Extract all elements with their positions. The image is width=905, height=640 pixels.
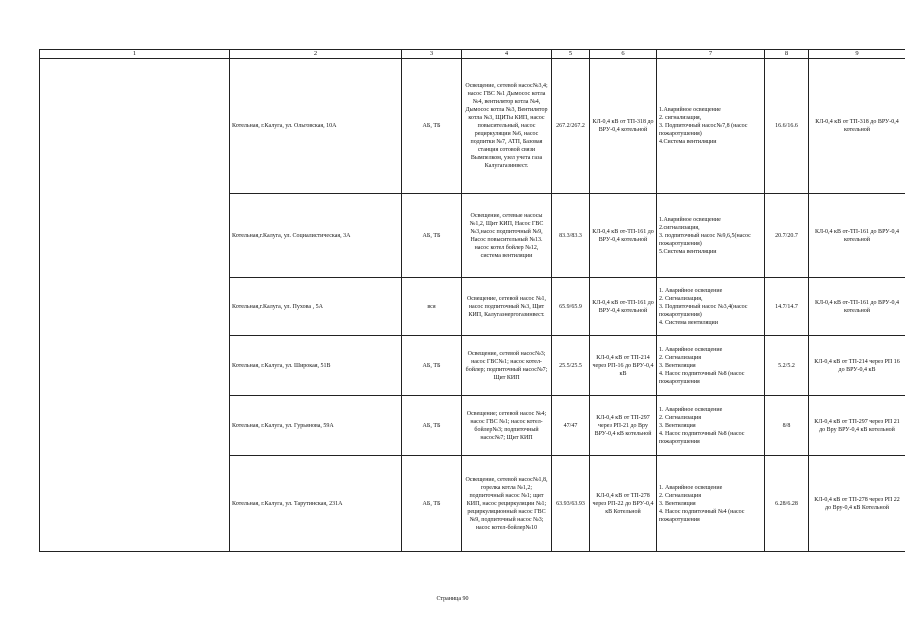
source-cell: КЛ-0,4 кВ от-ТП-161 до ВРУ-0,4 котельной	[590, 194, 657, 278]
category-cell: АБ, ТБ	[402, 194, 462, 278]
emergency-cell	[657, 194, 765, 278]
header-cell: 1	[40, 50, 230, 59]
source-cell: КЛ-0,4 кВ от-ТП-161 до ВРУ-0,4 котельной	[590, 278, 657, 336]
reserve-cell: 16.6/16.6	[765, 59, 809, 194]
reserve-cell: 5.2/5.2	[765, 336, 809, 396]
page-number: Страница 90	[436, 596, 469, 602]
category-cell: АБ, ТБ	[402, 456, 462, 552]
emergency-cell	[657, 278, 765, 336]
consumers-cell: Освещение, сетевые насосы №1,2, Щит КИП, Насос ГВС №3,насос подпиточный №9, Насос повысительный №13. насос котел бойлер №12, система вентиляции	[462, 194, 552, 278]
link-cell: КЛ-0,4 кВ от ТП-278 через РП 22 до Вру-0,4 кВ Котельной	[809, 456, 905, 552]
power-cell: 65.9/65.9	[552, 278, 590, 336]
list-item: 4. Насос подпиточный №4 (насос	[659, 508, 745, 515]
object-cell: Котельная,г.Калуга, ул. Пухова , 5А	[230, 278, 402, 336]
list-item: 2. Сигнализация	[659, 414, 702, 421]
object-cell: Котельная, г.Калуга, ул. Тарутинская, 231А	[230, 456, 402, 552]
emergency-cell	[657, 456, 765, 552]
link-cell: КЛ-0,4 кВ от-ТП-161 до ВРУ-0,4 котельной	[809, 278, 905, 336]
list-item: 2. Сигнализация	[659, 354, 702, 361]
list-item: 4. Система вентиляции	[659, 319, 718, 326]
header-cell: 8	[765, 50, 809, 59]
list-item: 5.Система вентиляции	[659, 248, 717, 255]
list-item: 3. Вентиляция	[659, 500, 696, 507]
table-row	[40, 59, 905, 194]
list-item: 1. Аварийное освещение	[659, 484, 723, 491]
emergency-cell	[657, 336, 765, 396]
header-cell: 6	[590, 50, 657, 59]
source-cell: КЛ-0,4 кВ от ТП-318 до ВРУ-0,4 котельной	[590, 59, 657, 194]
data-table	[39, 49, 905, 552]
list-item: 3. подпиточный насос №9,6,5(насос	[659, 232, 751, 239]
header-cell: 7	[657, 50, 765, 59]
object-cell: Котельная, г.Калуга, ул. Ольговская, 10А	[230, 59, 402, 194]
link-cell: КЛ-0,4 кВ от ТП-318 до ВРУ-0,4 котельной	[809, 59, 905, 194]
consumers-cell: Освещение; сетевой насос №4; насос ГВС №1; насос котел-бойлер№3; подпиточный насос№7; Щит КИП	[462, 396, 552, 456]
reserve-cell: 6.28/6.28	[765, 456, 809, 552]
power-cell: 267.2/267.2	[552, 59, 590, 194]
object-cell: Котельная, г.Калуга, ул. Гурьянова, 59А	[230, 396, 402, 456]
power-cell: 47/47	[552, 396, 590, 456]
category-cell: АБ, ТБ	[402, 59, 462, 194]
reserve-cell: 14.7/14.7	[765, 278, 809, 336]
header-cell: 3	[402, 50, 462, 59]
category-cell: АБ, ТБ	[402, 336, 462, 396]
link-cell: КЛ-0,4 кВ от-ТП-161 до ВРУ-0,4 котельной	[809, 194, 905, 278]
category-cell: АБ, ТБ	[402, 396, 462, 456]
list-item: 1. Аварийное освещение	[659, 287, 723, 294]
list-item: 3. Подпиточный насос №3,4(насос	[659, 303, 748, 310]
header-row	[40, 50, 905, 59]
list-item: пожаротушения)	[659, 311, 702, 318]
consumers-cell: Освещение, сетевой насос №1, насос подпиточный №3, Щит КИП, Калугаэнергогазинвест.	[462, 278, 552, 336]
source-cell: КЛ-0,4 кВ от ТП-297 через РП-21 до Вру ВРУ-0,4 кВ котельной	[590, 396, 657, 456]
list-item: 2. Сигнализация	[659, 492, 702, 499]
consumers-cell: Освещение, сетевой насос№3; насос ГВС№1; насос котел-бойлер; подпиточный насос№7; Щит КИП	[462, 336, 552, 396]
list-item: 2. Сигнализация,	[659, 295, 703, 302]
reserve-cell: 8/8	[765, 396, 809, 456]
emergency-cell	[657, 396, 765, 456]
list-item: пожаротушения	[659, 516, 700, 523]
header-cell: 4	[462, 50, 552, 59]
power-cell: 83.3/83.3	[552, 194, 590, 278]
list-item: 4.Система вентиляции	[659, 139, 717, 145]
category-cell: вся	[402, 278, 462, 336]
list-item: 2.сигнализация,	[659, 224, 700, 231]
list-item: пожаротушения	[659, 438, 700, 445]
power-cell: 63.93/63.93	[552, 456, 590, 552]
list-item: 1.Аварийное освещение	[659, 216, 721, 223]
list-item: 2. сигнализация,	[659, 115, 702, 121]
consumers-cell: Освещение, сетевой насос№3,4; насос ГВС №1 Дымосос котла №4, вентилятор котла №4, Дымосос котла №3, Вентилятор котла №3, ЩИТы КИП, насос повысительный, насос рециркуляции №6, насос подпитки №7, АТП, Базовая станция сотовой связи Вымпелком, узел учета газа Калугагазинвест.	[462, 59, 552, 194]
list-item: 3. Вентиляция	[659, 422, 696, 429]
object-cell: Котельная, г.Калуга, ул. Широкая, 51В	[230, 336, 402, 396]
consumers-cell: Освещение, сетевой насос№1,8, горелка котла №1,2; подпиточный насос №1; щит КИП, насос рециркуляции №1; рециркуляционный насос ГВС №9, подпиточный насос №3; насос котел-бойлер№10	[462, 456, 552, 552]
reserve-cell: 20.7/20.7	[765, 194, 809, 278]
list-item: 1.Аварийное освещение	[659, 107, 721, 113]
header-cell: 9	[809, 50, 905, 59]
link-cell: КЛ-0,4 кВ от ТП-214 через РП 16 до ВРУ-0,4 кВ	[809, 336, 905, 396]
source-cell: КЛ-0,4 кВ от ТП-278 через РП-22 до ВРУ-0,4 кВ Котельной	[590, 456, 657, 552]
list-item: 4. Насос подпиточный №8 (насос	[659, 370, 745, 377]
emergency-cell	[657, 59, 765, 194]
list-item: 3. Вентиляция	[659, 362, 696, 369]
object-cell: Котельная,г.Калуга, ул. Социалистическая, 3А	[230, 194, 402, 278]
list-item: 1. Аварийное освещение	[659, 346, 723, 353]
list-item: пожаротушения	[659, 378, 700, 385]
header-cell: 5	[552, 50, 590, 59]
list-item: 4. Насос подпиточный №8 (насос	[659, 430, 745, 437]
list-item: пожаротушения)	[659, 240, 702, 247]
power-cell: 25.5/25.5	[552, 336, 590, 396]
header-cell: 2	[230, 50, 402, 59]
list-item: 3. Подпиточный насос№7,8 (насос	[659, 123, 748, 129]
list-item: пожаротушения)	[659, 131, 702, 137]
empty-column-cell	[40, 59, 230, 552]
link-cell: КЛ-0,4 кВ от ТП-297 через РП 21 до Вру ВРУ-0,4 кВ котельной	[809, 396, 905, 456]
list-item: 1. Аварийное освещение	[659, 406, 723, 413]
source-cell: КЛ-0,4 кВ от ТП-214 через РП-16 до ВРУ-0,4 кВ	[590, 336, 657, 396]
